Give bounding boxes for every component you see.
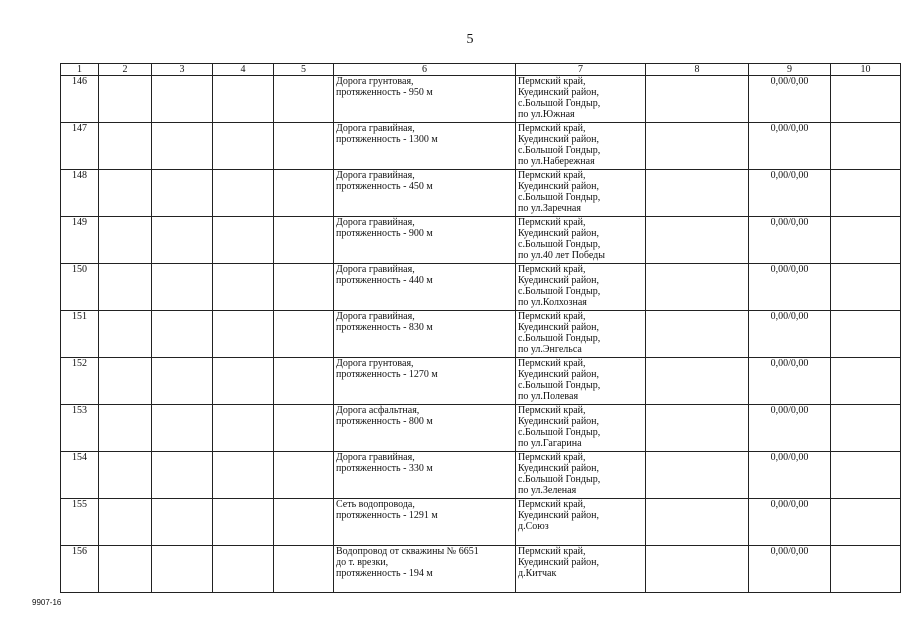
object-address xyxy=(516,499,646,546)
address-line: Куединский район, xyxy=(518,87,600,98)
table-body xyxy=(61,76,901,593)
address-line: Куединский район, xyxy=(518,228,600,239)
empty-cell xyxy=(274,499,334,546)
address-line: по ул.Колхозная xyxy=(518,297,587,308)
empty-cell xyxy=(274,311,334,358)
empty-cell xyxy=(152,170,213,217)
table-row xyxy=(61,217,901,264)
address-line: Пермский край, xyxy=(518,217,586,228)
value-cell: 0,00/0,00 xyxy=(749,452,831,499)
empty-cell xyxy=(831,264,901,311)
description-line: Сеть водопровода, xyxy=(336,499,415,510)
object-address xyxy=(516,123,646,170)
empty-cell xyxy=(213,170,274,217)
empty-cell xyxy=(213,264,274,311)
address-line: по ул.Набережная xyxy=(518,156,595,167)
address-line: д.Союз xyxy=(518,521,549,532)
row-number: 152 xyxy=(61,358,99,405)
description-line: протяженность - 194 м xyxy=(336,568,433,579)
object-description xyxy=(334,405,516,452)
address-line: по ул.40 лет Победы xyxy=(518,250,605,261)
row-number: 148 xyxy=(61,170,99,217)
table-row xyxy=(61,358,901,405)
table-row xyxy=(61,76,901,123)
empty-cell xyxy=(646,217,749,264)
empty-cell xyxy=(152,217,213,264)
address-line: с.Большой Гондыр, xyxy=(518,192,601,203)
address-line: Пермский край, xyxy=(518,264,586,275)
row-number: 155 xyxy=(61,499,99,546)
description-line: Дорога гравийная, xyxy=(336,170,415,181)
empty-cell xyxy=(831,123,901,170)
empty-cell xyxy=(152,452,213,499)
empty-cell xyxy=(99,170,152,217)
page-number: 5 xyxy=(466,32,474,47)
address-line: Пермский край, xyxy=(518,76,586,87)
footer-code: 9907-16 xyxy=(32,598,62,607)
table-row xyxy=(61,264,901,311)
address-line: с.Большой Гондыр, xyxy=(518,145,601,156)
object-address xyxy=(516,170,646,217)
empty-cell xyxy=(831,546,901,593)
object-address xyxy=(516,76,646,123)
empty-cell xyxy=(99,358,152,405)
description-line: Дорога грунтовая, xyxy=(336,358,414,369)
address-line: по ул.Зеленая xyxy=(518,485,577,496)
address-line: с.Большой Гондыр, xyxy=(518,380,601,391)
address-line: с.Большой Гондыр, xyxy=(518,474,601,485)
table-row xyxy=(61,123,901,170)
description-line: Дорога гравийная, xyxy=(336,264,415,275)
header-row xyxy=(61,64,901,76)
table-row xyxy=(61,452,901,499)
empty-cell xyxy=(152,264,213,311)
empty-cell xyxy=(274,76,334,123)
empty-cell xyxy=(274,123,334,170)
empty-cell xyxy=(213,405,274,452)
address-line: Куединский район, xyxy=(518,510,600,521)
empty-cell xyxy=(99,264,152,311)
empty-cell xyxy=(831,76,901,123)
value-cell: 0,00/0,00 xyxy=(749,76,831,123)
address-line: Пермский край, xyxy=(518,358,586,369)
empty-cell xyxy=(274,405,334,452)
empty-cell xyxy=(99,217,152,264)
empty-cell xyxy=(99,546,152,593)
column-header: 8 xyxy=(646,64,749,76)
column-header: 5 xyxy=(274,64,334,76)
column-header: 2 xyxy=(99,64,152,76)
empty-cell xyxy=(646,123,749,170)
value-cell: 0,00/0,00 xyxy=(749,546,831,593)
column-header: 7 xyxy=(516,64,646,76)
description-line: протяженность - 1270 м xyxy=(336,369,438,380)
object-description xyxy=(334,546,516,593)
address-line: Пермский край, xyxy=(518,311,586,322)
table-row xyxy=(61,311,901,358)
address-line: Куединский район, xyxy=(518,416,600,427)
empty-cell xyxy=(274,264,334,311)
row-number: 150 xyxy=(61,264,99,311)
object-description xyxy=(334,499,516,546)
description-line: протяженность - 450 м xyxy=(336,181,433,192)
address-line: по ул.Полевая xyxy=(518,391,579,402)
address-line: Куединский район, xyxy=(518,134,600,145)
address-line: с.Большой Гондыр, xyxy=(518,333,601,344)
empty-cell xyxy=(646,452,749,499)
empty-cell xyxy=(99,76,152,123)
address-line: Пермский край, xyxy=(518,123,586,134)
object-description xyxy=(334,452,516,499)
empty-cell xyxy=(213,358,274,405)
row-number: 147 xyxy=(61,123,99,170)
empty-cell xyxy=(831,217,901,264)
description-line: протяженность - 1300 м xyxy=(336,134,438,145)
value-cell: 0,00/0,00 xyxy=(749,170,831,217)
table-row xyxy=(61,499,901,546)
address-line: Куединский район, xyxy=(518,369,600,380)
description-line: Водопровод от скважины № 6651 xyxy=(336,546,479,557)
object-description xyxy=(334,358,516,405)
empty-cell xyxy=(152,358,213,405)
empty-cell xyxy=(152,311,213,358)
empty-cell xyxy=(213,217,274,264)
address-line: Пермский край, xyxy=(518,546,586,557)
description-line: Дорога гравийная, xyxy=(336,311,415,322)
empty-cell xyxy=(646,170,749,217)
object-description xyxy=(334,217,516,264)
object-description xyxy=(334,76,516,123)
description-line: протяженность - 800 м xyxy=(336,416,433,427)
description-line: протяженность - 440 м xyxy=(336,275,433,286)
object-address xyxy=(516,264,646,311)
description-line: протяженность - 330 м xyxy=(336,463,433,474)
table-row xyxy=(61,405,901,452)
value-cell: 0,00/0,00 xyxy=(749,405,831,452)
address-line: Пермский край, xyxy=(518,405,586,416)
row-number: 151 xyxy=(61,311,99,358)
row-number: 149 xyxy=(61,217,99,264)
column-header: 4 xyxy=(213,64,274,76)
column-header: 6 xyxy=(334,64,516,76)
empty-cell xyxy=(152,546,213,593)
description-line: Дорога гравийная, xyxy=(336,123,415,134)
address-line: по ул.Энгельса xyxy=(518,344,582,355)
empty-cell xyxy=(274,358,334,405)
empty-cell xyxy=(99,405,152,452)
description-line: Дорога асфальтная, xyxy=(336,405,420,416)
value-cell: 0,00/0,00 xyxy=(749,311,831,358)
description-line: протяженность - 900 м xyxy=(336,228,433,239)
empty-cell xyxy=(99,123,152,170)
row-number: 154 xyxy=(61,452,99,499)
address-line: Пермский край, xyxy=(518,452,586,463)
empty-cell xyxy=(831,358,901,405)
empty-cell xyxy=(646,405,749,452)
empty-cell xyxy=(646,499,749,546)
empty-cell xyxy=(646,76,749,123)
address-line: Пермский край, xyxy=(518,170,586,181)
address-line: Куединский район, xyxy=(518,181,600,192)
object-address xyxy=(516,358,646,405)
value-cell: 0,00/0,00 xyxy=(749,264,831,311)
address-line: с.Большой Гондыр, xyxy=(518,239,601,250)
description-line: Дорога грунтовая, xyxy=(336,76,414,87)
object-address xyxy=(516,452,646,499)
empty-cell xyxy=(213,311,274,358)
address-line: Куединский район, xyxy=(518,463,600,474)
description-line: протяженность - 950 м xyxy=(336,87,433,98)
row-number: 153 xyxy=(61,405,99,452)
address-line: по ул.Южная xyxy=(518,109,575,120)
registry-table xyxy=(60,63,901,593)
empty-cell xyxy=(831,499,901,546)
description-line: до т. врезки, xyxy=(336,557,389,568)
value-cell: 0,00/0,00 xyxy=(749,123,831,170)
empty-cell xyxy=(831,405,901,452)
empty-cell xyxy=(274,217,334,264)
empty-cell xyxy=(831,452,901,499)
value-cell: 0,00/0,00 xyxy=(749,358,831,405)
empty-cell xyxy=(646,358,749,405)
object-address xyxy=(516,217,646,264)
column-header: 1 xyxy=(61,64,99,76)
empty-cell xyxy=(274,170,334,217)
empty-cell xyxy=(152,405,213,452)
description-line: Дорога гравийная, xyxy=(336,217,415,228)
empty-cell xyxy=(831,311,901,358)
empty-cell xyxy=(213,452,274,499)
empty-cell xyxy=(646,264,749,311)
description-line: протяженность - 1291 м xyxy=(336,510,438,521)
value-cell: 0,00/0,00 xyxy=(749,217,831,264)
address-line: Куединский район, xyxy=(518,275,600,286)
object-description xyxy=(334,170,516,217)
empty-cell xyxy=(213,499,274,546)
object-address xyxy=(516,546,646,593)
object-address xyxy=(516,311,646,358)
address-line: по ул.Заречная xyxy=(518,203,581,214)
empty-cell xyxy=(152,499,213,546)
column-header: 3 xyxy=(152,64,213,76)
column-header: 9 xyxy=(749,64,831,76)
address-line: Куединский район, xyxy=(518,322,600,333)
empty-cell xyxy=(213,123,274,170)
empty-cell xyxy=(152,123,213,170)
object-description xyxy=(334,264,516,311)
empty-cell xyxy=(99,499,152,546)
description-line: протяженность - 830 м xyxy=(336,322,433,333)
table-row xyxy=(61,546,901,593)
address-line: с.Большой Гондыр, xyxy=(518,286,601,297)
column-header: 10 xyxy=(831,64,901,76)
value-cell: 0,00/0,00 xyxy=(749,499,831,546)
empty-cell xyxy=(646,311,749,358)
empty-cell xyxy=(152,76,213,123)
empty-cell xyxy=(646,546,749,593)
description-line: Дорога гравийная, xyxy=(336,452,415,463)
address-line: д.Китчак xyxy=(518,568,557,579)
empty-cell xyxy=(274,452,334,499)
object-description xyxy=(334,123,516,170)
row-number: 156 xyxy=(61,546,99,593)
row-number: 146 xyxy=(61,76,99,123)
object-address xyxy=(516,405,646,452)
empty-cell xyxy=(274,546,334,593)
address-line: Куединский район, xyxy=(518,557,600,568)
address-line: по ул.Гагарина xyxy=(518,438,582,449)
empty-cell xyxy=(213,546,274,593)
address-line: Пермский край, xyxy=(518,499,586,510)
address-line: с.Большой Гондыр, xyxy=(518,427,601,438)
empty-cell xyxy=(99,452,152,499)
object-description xyxy=(334,311,516,358)
empty-cell xyxy=(831,170,901,217)
table-row xyxy=(61,170,901,217)
empty-cell xyxy=(99,311,152,358)
empty-cell xyxy=(213,76,274,123)
address-line: с.Большой Гондыр, xyxy=(518,98,601,109)
